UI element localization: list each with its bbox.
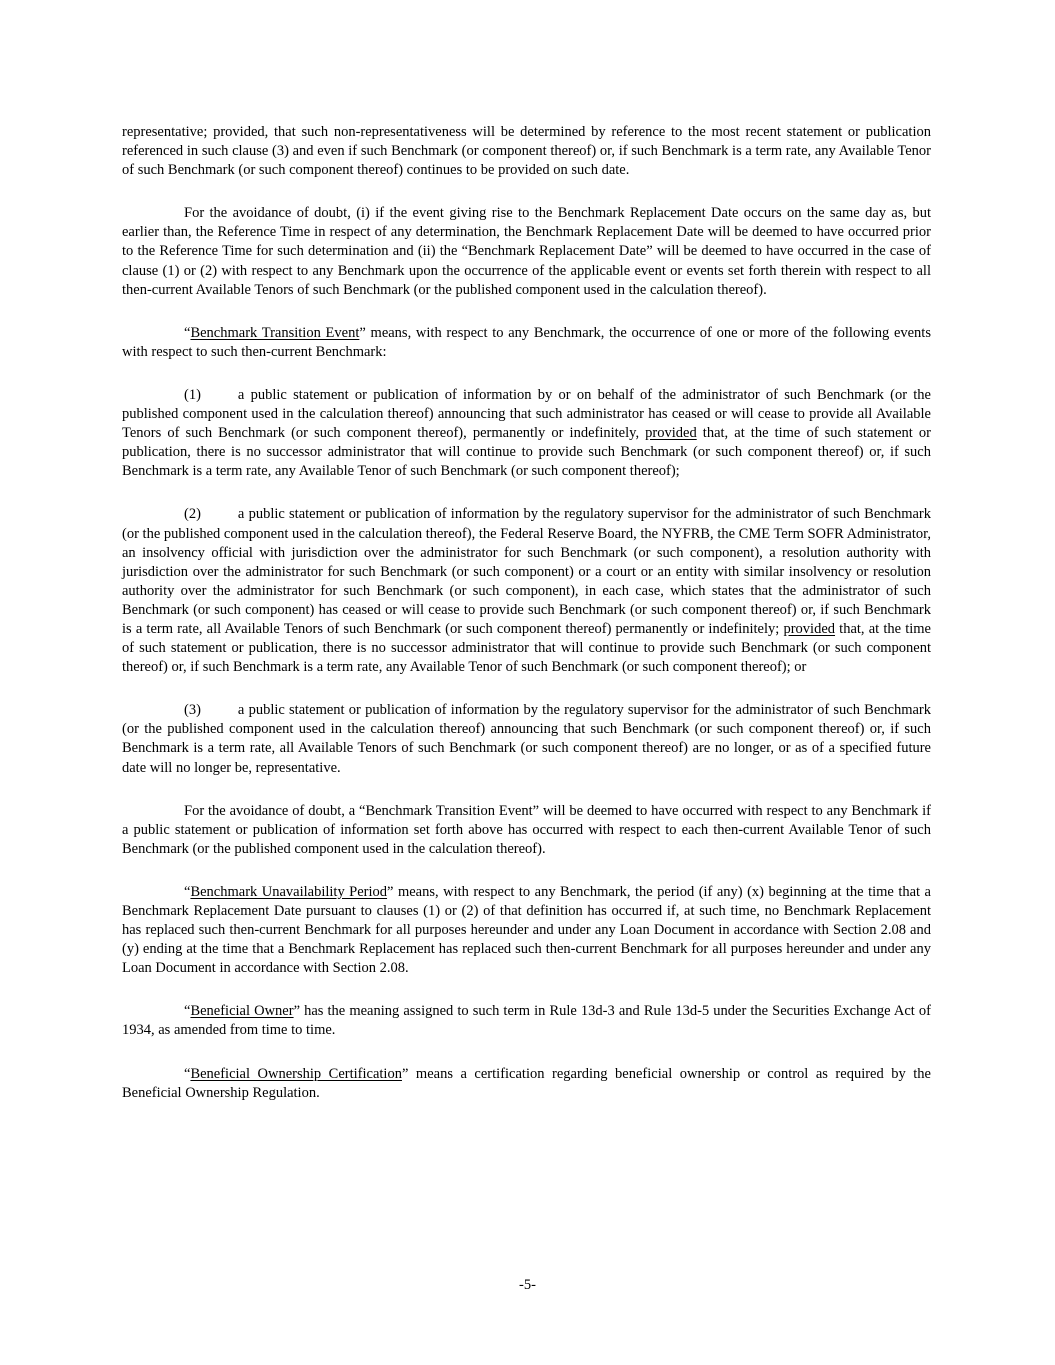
defined-term: provided (783, 620, 836, 637)
text-run: “ (184, 1065, 191, 1082)
defined-term: Beneficial Owner (190, 1003, 294, 1020)
clause-number: (1) (184, 386, 201, 403)
paragraph (122, 123, 931, 180)
text-run: “ (184, 324, 191, 341)
clause-number: (3) (184, 702, 201, 719)
text-run: ” means, with respect to any Benchmark, the occurrence of one or more of the following events with respect to such then-current Benchmark: (122, 324, 931, 360)
paragraph (122, 883, 931, 978)
defined-term: provided (645, 425, 697, 442)
text-run: that, at the time of such statement or publication, there is no successor administrator that will continue to provide such Benchmark (or such component thereof) or, if such Benchmark is a term rate, any Available Tenor of such Benchmark (or such component thereof); (122, 425, 932, 480)
defined-term: Benchmark Transition Event (190, 324, 360, 341)
text-run: a public statement or publication of information by the regulatory supervisor for the administrator of such Benchmark (or the published component used in the calculation thereof) announcing that such Benchmark (or such component thereof) or, if such Benchmark is a term rate, all Available Tenors of such Benchmark (or such component thereof) are no longer, or as of a specified future date will no longer be, representative. (122, 702, 931, 776)
paragraph (122, 1065, 931, 1103)
clause-paragraph (122, 505, 931, 677)
page-number: -5- (519, 1277, 536, 1293)
clause-paragraph (122, 701, 931, 777)
paragraph (122, 802, 931, 859)
text-run: “ (184, 1003, 191, 1020)
text-run: a public statement or publication of information by the regulatory supervisor for the administrator of such Benchmark (or the published component used in the calculation thereof), the Federal Reserve Board, the NYFRB, the CME Term SOFR Administrator, an insolvency official with jurisdiction over the administrator for such Benchmark (or such component), a resolution authority with jurisdiction over the administrator for such Benchmark (or such component) or a court or an entity with similar insolvency or resolution authority over the administrator for such Benchmark (or such component), in each case, which states that the administrator of such Benchmark (or such component) has ceased or will cease to provide such Benchmark (or such component thereof) or, if such Benchmark is a term rate, all Available Tenors of such Benchmark (or such component thereof) permanently or indefinitely; (122, 506, 931, 637)
page-footer (0, 1276, 1055, 1295)
paragraph (122, 1002, 931, 1040)
paragraph (122, 324, 931, 362)
text-run: For the avoidance of doubt, a “Benchmark Transition Event” will be deemed to have occurred with respect to any Benchmark if a public statement or publication of information set forth above has occurred with respect to each then-current Available Tenor of such Benchmark (or the published component used in the calculation thereof). (122, 802, 931, 857)
text-run: ” means a certification regarding beneficial ownership or control as required by the Beneficial Ownership Regulation. (122, 1065, 931, 1101)
text-run: ” means, with respect to any Benchmark, the period (if any) (x) beginning at the time that a Benchmark Replacement Date pursuant to clauses (1) or (2) of that definition has occurred if, at such time, no Benchmark Replacement has replaced such then-current Benchmark for all purposes hereunder and under any Loan Document in accordance with Section 2.08 and (y) ending at the time that a Benchmark Replacement has replaced such then-current Benchmark for all purposes hereunder and under any Loan Document in accordance with Section 2.08. (122, 883, 931, 977)
paragraph (122, 204, 931, 299)
document-body (122, 123, 931, 1127)
text-run: representative; provided, that such non-representativeness will be determined by reference to the most recent statement or publication referenced in such clause (3) and even if such Benchmark (or component thereof) or, if such Benchmark is a term rate, any Available Tenor of such Benchmark (or such component thereof) continues to be provided on such date. (122, 124, 931, 179)
text-run: For the avoidance of doubt, (i) if the event giving rise to the Benchmark Replacement Date occurs on the same day as, but earlier than, the Reference Time in respect of any determination, the Benchmark Replacement Date will be deemed to have occurred prior to the Reference Time for such determination and (ii) the “Benchmark Replacement Date” will be deemed to have occurred in the case of clause (1) or (2) with respect to any Benchmark upon the occurrence of the applicable event or events set forth therein with respect to all then-current Available Tenors of such Benchmark (or the published component used in the calculation thereof). (122, 205, 931, 298)
defined-term: Beneficial Ownership Certification (190, 1065, 402, 1082)
defined-term: Benchmark Unavailability Period (190, 883, 388, 900)
text-run: “ (184, 883, 191, 900)
text-run: that, at the time of such statement or publication, there is no successor administrator that will continue to provide such Benchmark (or such component thereof) or, if such Benchmark is a term rate, any Available Tenor of such Benchmark (or such component thereof); or (122, 620, 931, 676)
text-run: a public statement or publication of information by or on behalf of the administrator of such Benchmark (or the published component used in the calculation thereof) announcing that such administrator has ceased or will cease to provide all Available Tenors of such Benchmark (or such component thereof), permanently or indefinitely, (122, 386, 931, 442)
clause-number: (2) (184, 506, 201, 523)
text-run: ” has the meaning assigned to such term in Rule 13d-3 and Rule 13d-5 under the Securities Exchange Act of 1934, as amended from time to time. (122, 1003, 932, 1039)
clause-paragraph (122, 386, 931, 481)
